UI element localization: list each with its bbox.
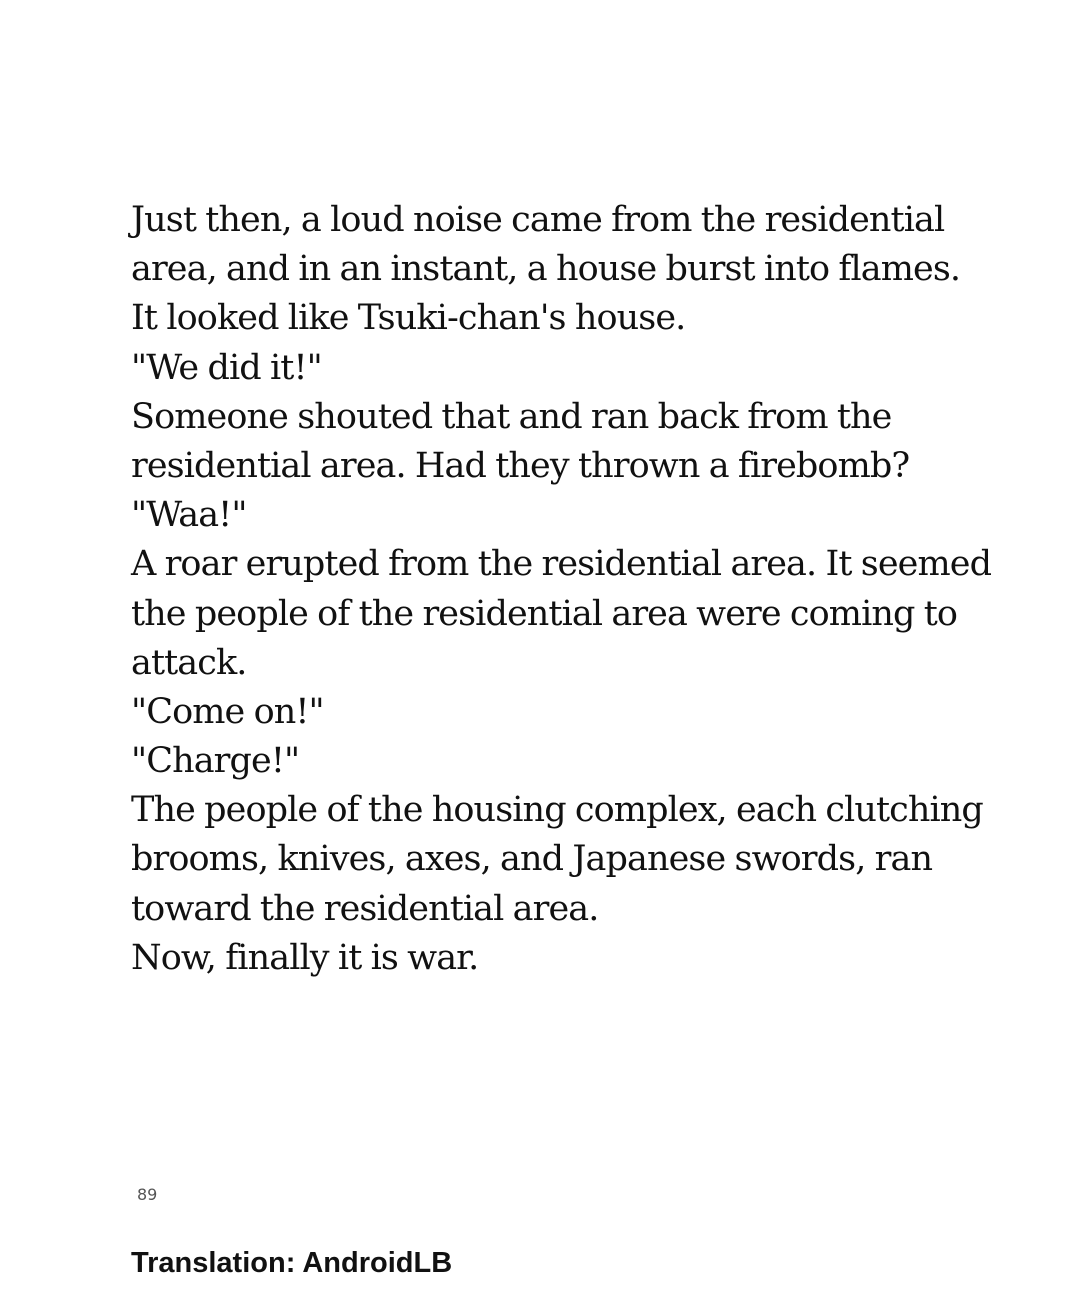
text-line: residential area. Had they thrown a firebomb? — [131, 445, 910, 486]
text-line: toward the residential area. — [131, 888, 599, 929]
text-line: brooms, knives, axes, and Japanese swords, ran — [131, 839, 933, 880]
text-line: Just then, a loud noise came from the residential — [131, 200, 945, 240]
text-line: Someone shouted that and ran back from the — [131, 396, 892, 437]
text-line: A roar erupted from the residential area. It seemed — [131, 544, 992, 585]
text-line: Now, finally it is war. — [131, 937, 479, 978]
text-line: "Come on!" — [131, 691, 324, 732]
text-line: the people of the residential area were coming to — [131, 593, 958, 634]
text-line: "We did it!" — [131, 347, 322, 388]
text-line: "Charge!" — [131, 741, 300, 782]
text-line: "Waa!" — [131, 495, 247, 536]
page-number: 89 — [137, 1185, 158, 1204]
translation-credit: Translation: AndroidLB — [131, 1247, 453, 1279]
text-line: The people of the housing complex, each clutching — [131, 790, 983, 831]
text-line: area, and in an instant, a house burst into flames. — [131, 249, 961, 290]
body-text — [131, 196, 1031, 983]
text-line: attack. — [131, 642, 247, 683]
text-line: It looked like Tsuki-chan's house. — [131, 298, 686, 339]
